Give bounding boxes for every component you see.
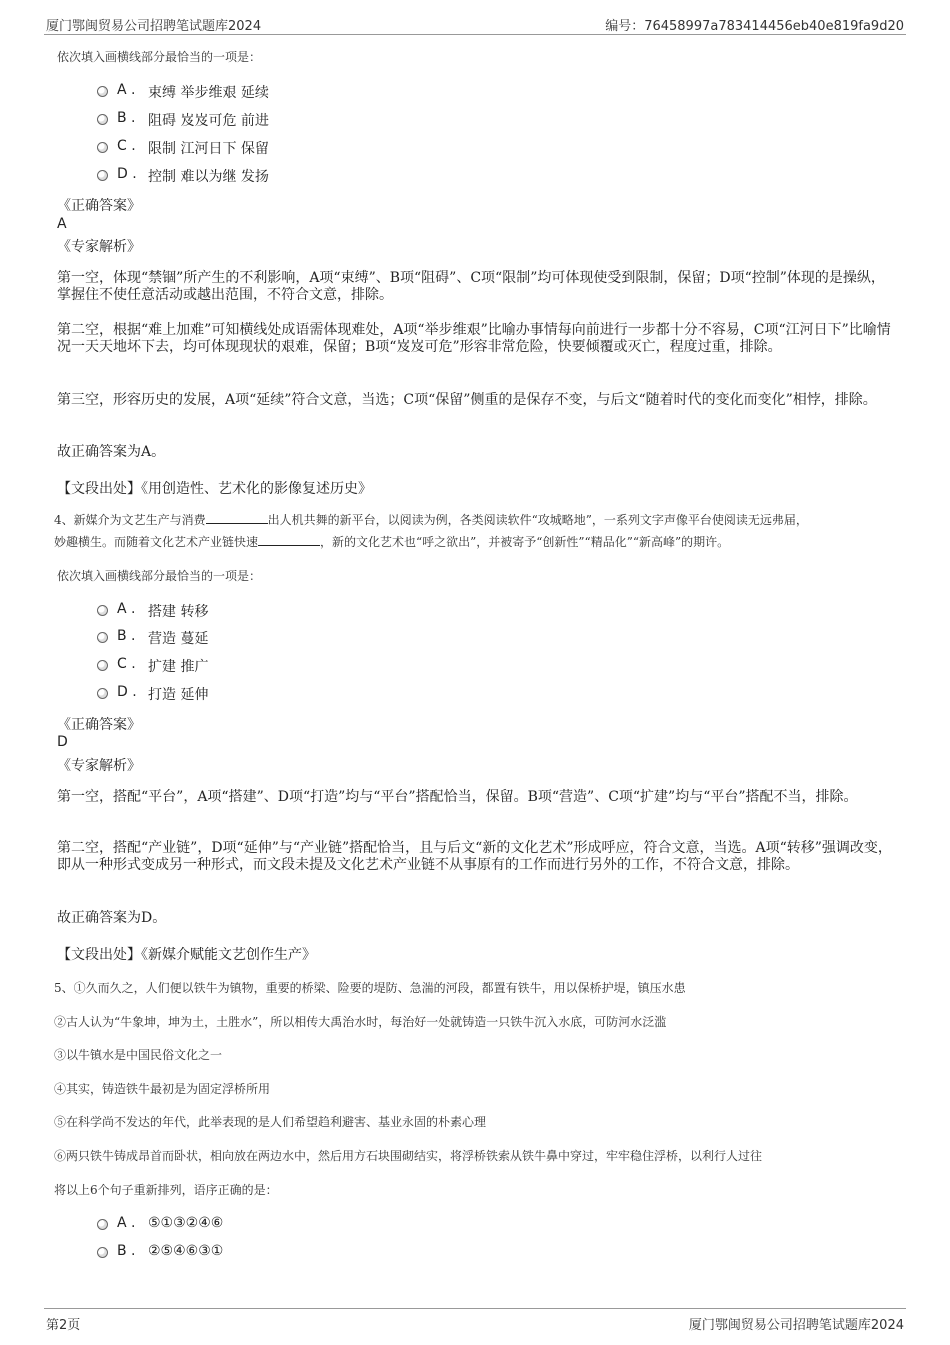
q4-analysis-3: 故正确答案为D。 (57, 910, 167, 926)
document-id: 编号：76458997a783414456eb40e819fa9d20 (605, 19, 904, 34)
q4-prompt: 依次填入画横线部分最恰当的一项是： (57, 569, 262, 583)
q3-answer: A (57, 216, 67, 232)
q4-analysis-2: 第二空，搭配“产业链”，D项“延伸”与“产业链”搭配恰当，且与后文“新的文化艺术”形成呼应，符合文意，当选。A项“转移”强调改变，即从一种形式变成另一种形式，而文段未提及文化艺术产业链不从事原有的工作而进行另外的工作，不符合文意，排除。 (57, 840, 892, 873)
q3-prompt: 依次填入画横线部分最恰当的一项是： (57, 50, 262, 64)
q5-sentence-3: ③以牛镇水是中国民俗文化之一 (54, 1048, 223, 1062)
q4-analysis-1: 第一空，搭配“平台”，A项“搭建”、D项“打造”均与“平台”搭配恰当，保留。B项“营造”、C项“扩建”均与“平台”搭配不当，排除。 (57, 789, 858, 805)
radio-icon[interactable] (97, 660, 108, 671)
q5-sentence-5: ⑤在科学尚不发达的年代，此举表现的是人们希望趋利避害、基业永固的朴素心理 (54, 1115, 487, 1129)
radio-icon[interactable] (97, 170, 108, 181)
page-number: 第2页 (46, 1318, 81, 1333)
q5-prompt: 将以上6个句子重新排列，语序正确的是： (54, 1183, 278, 1197)
answer-blank-1 (206, 511, 268, 524)
radio-icon[interactable] (97, 114, 108, 125)
q3-analysis-1: 第一空，体现“禁锢”所产生的不利影响，A项“束缚”、B项“阻碍”、C项“限制”均可体现使受到限制，保留；D项“控制”体现的是操纵，掌握住不使任意活动或越出范围，不符合文意，排除。 (57, 270, 885, 303)
q3-analysis-2: 第二空，根据“难上加难”可知横线处成语需体现难处，A项“举步维艰”比喻办事情每向前进行一步都十分不容易，C项“江河日下”比喻情况一天天地坏下去，均可体现现状的艰难，保留；B项“岌岌可危”形容非常危险，快要倾覆或灭亡，程度过重，排除。 (57, 322, 891, 355)
q4-analysis-label: 《专家解析》 (57, 758, 141, 774)
header-title: 厦门鄂闽贸易公司招聘笔试题库2024 (46, 19, 262, 34)
radio-icon[interactable] (97, 632, 108, 643)
q3-analysis-3: 第三空，形容历史的发展，A项“延续”符合文意，当选；C项“保留”侧重的是保存不变，与后文“随着时代的变化而变化”相悖，排除。 (57, 392, 877, 408)
q3-source: 【文段出处】《用创造性、艺术化的影像复述历史》 (57, 481, 372, 497)
q5-sentence-1: 5、①久而久之，人们便以铁牛为镇物，重要的桥梁、险要的堤防、急湍的河段，都置有铁牛，用以保桥护堤，镇压水患 (54, 981, 686, 995)
page-header (44, 12, 906, 35)
radio-icon[interactable] (97, 1219, 108, 1230)
footer-title: 厦门鄂闽贸易公司招聘笔试题库2024 (688, 1318, 904, 1333)
q4-stem: 4、新媒介为文艺生产与消费 出人机共舞的新平台，以阅读为例，各类阅读软件“攻城略地”，一系列文字声像平台使阅读无远弗届， 妙趣横生。而随着文化艺术产业链快速 ，新的文化艺术也“呼之欲出”，并被寄予“创新性”“精品化”“新高峰”的期许。 (54, 513, 808, 549)
q4-answer-label: 《正确答案》 (57, 717, 141, 733)
answer-blank-2 (258, 533, 320, 546)
q3-answer-label: 《正确答案》 (57, 198, 141, 214)
radio-icon[interactable] (97, 86, 108, 97)
q5-sentence-6: ⑥两只铁牛铸成昂首而卧状，相向放在两边水中，然后用方石块围砌结实，将浮桥铁索从铁牛鼻中穿过，牢牢稳住浮桥，以利行人过往 (54, 1149, 763, 1163)
page-footer (44, 1308, 906, 1333)
radio-icon[interactable] (97, 142, 108, 153)
q3-analysis-4: 故正确答案为A。 (57, 444, 166, 460)
radio-icon[interactable] (97, 1247, 108, 1258)
q4-source: 【文段出处】《新媒介赋能文艺创作生产》 (57, 947, 316, 963)
q4-answer: D (57, 734, 68, 750)
q3-analysis-label: 《专家解析》 (57, 239, 141, 255)
radio-icon[interactable] (97, 605, 108, 616)
q5-sentence-4: ④其实，铸造铁牛最初是为固定浮桥所用 (54, 1082, 271, 1096)
radio-icon[interactable] (97, 688, 108, 699)
q5-sentence-2: ②古人认为“牛象坤，坤为土，土胜水”，所以相传大禹治水时，每治好一处就铸造一只铁牛沉入水底，可防河水泛滥 (54, 1015, 667, 1029)
